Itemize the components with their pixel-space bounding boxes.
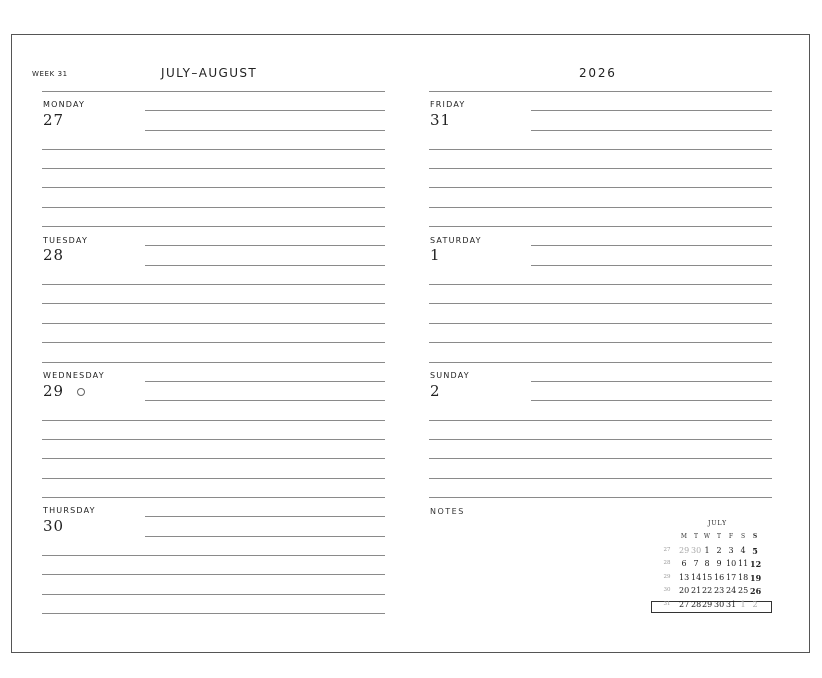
writing-line[interactable]: [429, 323, 772, 324]
writing-line[interactable]: [42, 187, 385, 188]
calendar-day[interactable]: 9: [716, 559, 722, 568]
calendar-day[interactable]: 4: [740, 546, 746, 555]
calendar-day[interactable]: 30: [691, 546, 702, 555]
day-number: 1: [430, 246, 441, 264]
header-divider-right: [429, 91, 772, 92]
writing-line[interactable]: [531, 381, 772, 382]
day-number: 2: [430, 382, 441, 400]
writing-line[interactable]: [42, 458, 385, 459]
week-number: 28: [663, 560, 671, 566]
writing-line[interactable]: [42, 613, 385, 614]
calendar-day[interactable]: 24: [726, 586, 737, 595]
month-range-title: JULY–AUGUST: [161, 66, 258, 80]
week-number: 30: [663, 587, 671, 593]
calendar-day[interactable]: 18: [738, 573, 749, 582]
day-name: MONDAY: [43, 100, 86, 109]
calendar-day[interactable]: 16: [714, 573, 725, 582]
writing-line[interactable]: [531, 245, 772, 246]
calendar-day[interactable]: 28: [691, 600, 702, 609]
day-number: 31: [430, 111, 452, 129]
calendar-day[interactable]: 14: [691, 573, 702, 582]
writing-line[interactable]: [145, 265, 385, 266]
writing-line[interactable]: [42, 149, 385, 150]
calendar-day[interactable]: 29: [702, 600, 713, 609]
week-number: 29: [663, 574, 671, 580]
writing-line[interactable]: [42, 574, 385, 575]
writing-line[interactable]: [429, 342, 772, 343]
day-name: WEDNESDAY: [43, 371, 105, 380]
writing-line[interactable]: [42, 439, 385, 440]
writing-line[interactable]: [42, 168, 385, 169]
calendar-day[interactable]: 30: [714, 600, 725, 609]
calendar-day[interactable]: 21: [691, 586, 702, 595]
calendar-day[interactable]: 23: [714, 586, 725, 595]
writing-line[interactable]: [531, 400, 772, 401]
calendar-day[interactable]: 22: [702, 586, 713, 595]
calendar-day[interactable]: 25: [738, 586, 749, 595]
day-divider: [429, 362, 772, 363]
writing-line[interactable]: [531, 130, 772, 131]
year-title: 2026: [579, 66, 617, 80]
writing-line[interactable]: [429, 478, 772, 479]
writing-line[interactable]: [145, 381, 385, 382]
day-name: FRIDAY: [430, 100, 466, 109]
calendar-day[interactable]: 13: [679, 573, 690, 582]
day-divider: [42, 497, 385, 498]
calendar-day[interactable]: 15: [702, 573, 713, 582]
calendar-day[interactable]: 7: [693, 559, 699, 568]
writing-line[interactable]: [42, 207, 385, 208]
writing-line[interactable]: [429, 303, 772, 304]
calendar-day[interactable]: 17: [726, 573, 737, 582]
calendar-day[interactable]: 31: [726, 600, 737, 609]
day-divider: [42, 226, 385, 227]
day-name: SATURDAY: [430, 236, 482, 245]
week-number: 27: [663, 547, 671, 553]
weekday-header: F: [728, 533, 734, 540]
writing-line[interactable]: [429, 284, 772, 285]
writing-line[interactable]: [429, 439, 772, 440]
weekday-header: S: [740, 533, 746, 540]
calendar-day[interactable]: 8: [704, 559, 710, 568]
writing-line[interactable]: [42, 303, 385, 304]
writing-line[interactable]: [429, 168, 772, 169]
day-number: 27: [43, 111, 65, 129]
calendar-day[interactable]: 2: [752, 600, 758, 609]
writing-line[interactable]: [145, 516, 385, 517]
writing-line[interactable]: [145, 400, 385, 401]
calendar-day[interactable]: 12: [750, 559, 762, 569]
calendar-day[interactable]: 10: [726, 559, 737, 568]
day-name: THURSDAY: [43, 506, 96, 515]
writing-line[interactable]: [145, 245, 385, 246]
week-number: 31: [663, 601, 671, 607]
weekday-header: T: [716, 533, 721, 540]
day-number: 30: [43, 517, 65, 535]
notes-label: NOTES: [430, 507, 465, 516]
calendar-day[interactable]: 1: [740, 600, 746, 609]
new-moon-icon: [77, 388, 85, 396]
calendar-day[interactable]: 20: [679, 586, 690, 595]
mini-calendar-month: JULY: [708, 520, 728, 527]
writing-line[interactable]: [145, 130, 385, 131]
writing-line[interactable]: [42, 420, 385, 421]
weekday-header: M: [680, 533, 688, 540]
writing-line[interactable]: [429, 420, 772, 421]
calendar-day[interactable]: 19: [750, 573, 762, 583]
weekday-header: S: [752, 533, 758, 540]
writing-line[interactable]: [42, 594, 385, 595]
day-divider: [429, 497, 772, 498]
writing-line[interactable]: [531, 110, 772, 111]
writing-line[interactable]: [42, 284, 385, 285]
day-divider: [42, 362, 385, 363]
writing-line[interactable]: [429, 458, 772, 459]
calendar-day[interactable]: 5: [752, 546, 758, 556]
writing-line[interactable]: [42, 555, 385, 556]
calendar-day[interactable]: 1: [704, 546, 710, 555]
calendar-day[interactable]: 3: [728, 546, 734, 555]
calendar-day[interactable]: 6: [681, 559, 687, 568]
day-number: 29: [43, 382, 65, 400]
day-divider: [429, 226, 772, 227]
day-number: 28: [43, 246, 65, 264]
writing-line[interactable]: [429, 207, 772, 208]
weekday-header: T: [693, 533, 698, 540]
week-label: WEEK 31: [32, 70, 68, 78]
calendar-day[interactable]: 11: [738, 559, 749, 568]
day-name: TUESDAY: [43, 236, 89, 245]
writing-line[interactable]: [429, 187, 772, 188]
calendar-day[interactable]: 29: [679, 546, 690, 555]
writing-line[interactable]: [42, 478, 385, 479]
writing-line[interactable]: [429, 149, 772, 150]
writing-line[interactable]: [42, 323, 385, 324]
writing-line[interactable]: [531, 265, 772, 266]
writing-line[interactable]: [145, 110, 385, 111]
header-divider-left: [42, 91, 385, 92]
weekday-header: W: [703, 533, 711, 540]
writing-line[interactable]: [145, 536, 385, 537]
writing-line[interactable]: [42, 342, 385, 343]
calendar-day[interactable]: 26: [750, 586, 762, 596]
calendar-day[interactable]: 2: [716, 546, 722, 555]
calendar-day[interactable]: 27: [679, 600, 690, 609]
day-name: SUNDAY: [430, 371, 470, 380]
